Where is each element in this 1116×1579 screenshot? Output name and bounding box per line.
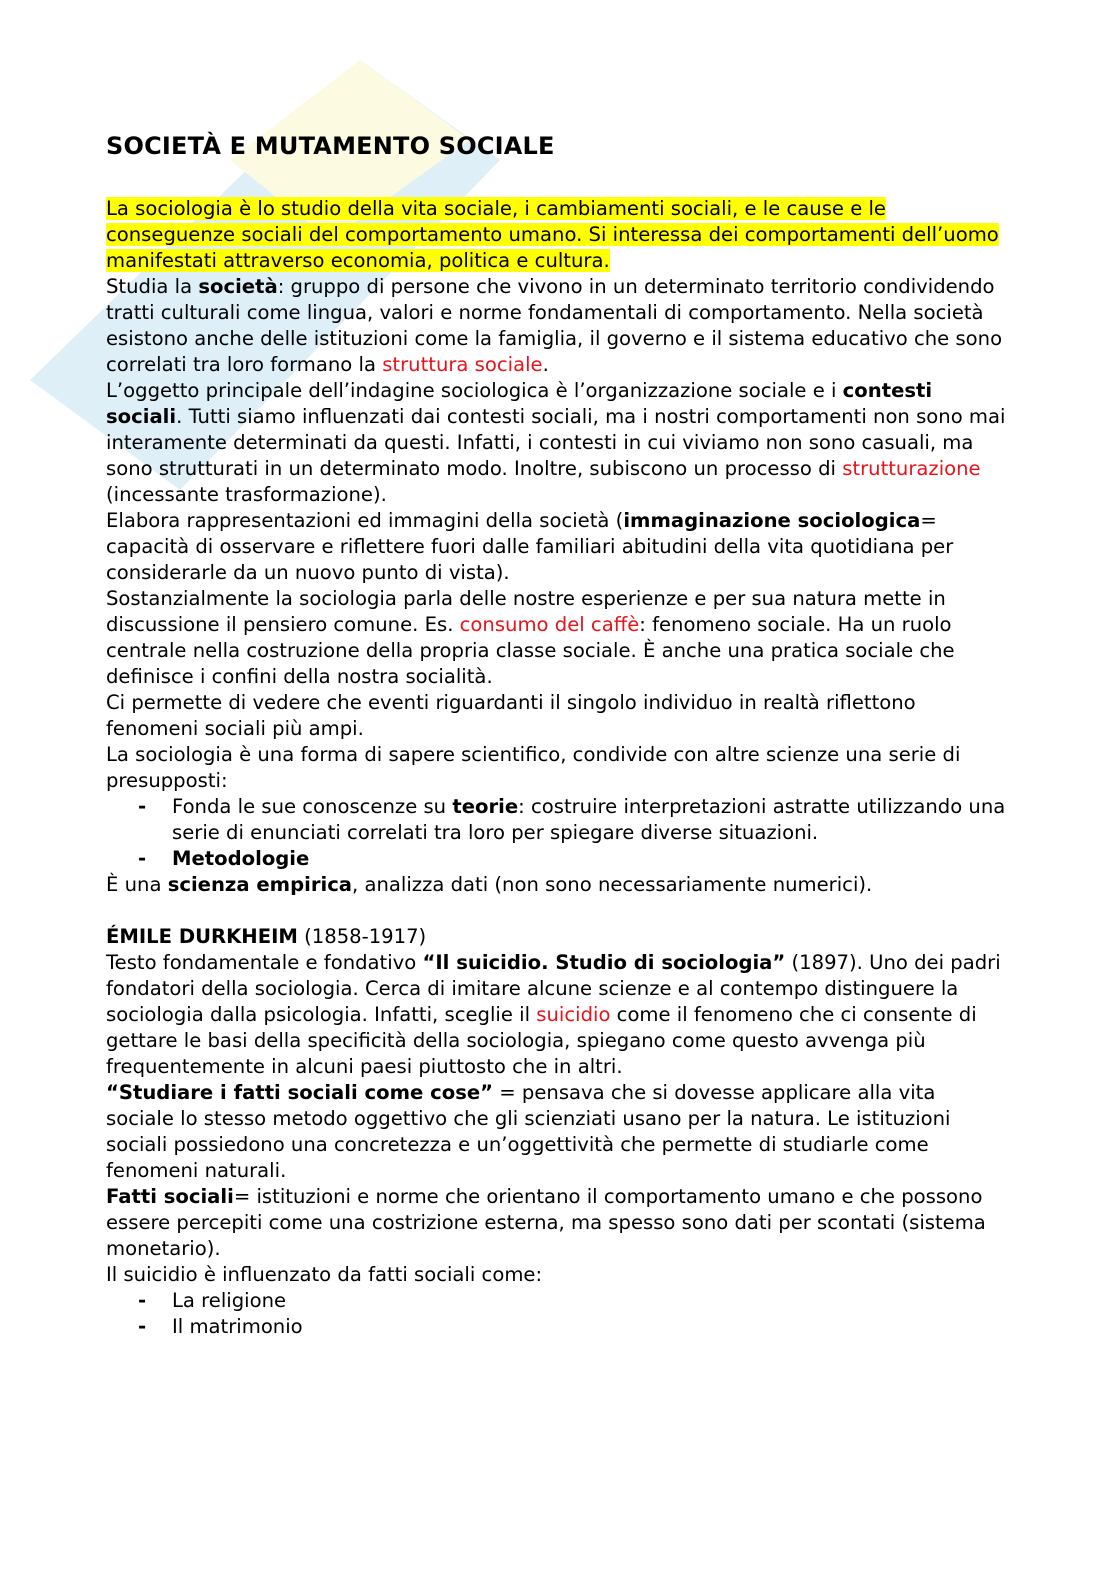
text-run: La sociologia è una forma di sapere scientifico, condivide con altre scienze una serie di presupposti: [106, 743, 961, 792]
text-run: Testo fondamentale e fondativo [106, 951, 423, 974]
paragraph [106, 196, 1006, 274]
text-run: come il fenomeno che ci consente di gettare le basi della specificità della sociologia, spiegano come questo avvenga più frequentemente in alcuni paesi piuttosto che in altri. [106, 1003, 977, 1078]
document-page [106, 128, 1006, 1340]
bold-text: Metodologie [172, 847, 310, 870]
text-run: La religione [172, 1289, 287, 1312]
paragraph [106, 690, 1006, 742]
blank-line [106, 898, 1006, 924]
bold-text: scienza empirica [167, 873, 353, 896]
text-run: : costruire interpretazioni astratte utilizzando una serie di enunciati correlati tra loro per spiegare diverse situazioni. [172, 795, 1006, 844]
text-run: Ci permette di vedere che eventi riguardanti il singolo individuo in realtà riflettono fenomeni sociali più ampi. [106, 691, 916, 740]
bullet-list [106, 794, 1006, 872]
text-run: , analizza dati (non sono necessariamente numerici). [352, 873, 873, 896]
paragraph [106, 872, 1006, 898]
dash-bullet-icon: - [138, 795, 147, 818]
red-keyword: suicidio [536, 1003, 611, 1026]
paragraph [106, 508, 1006, 586]
text-run: : gruppo di persone che vivono in un determinato territorio condividendo tratti culturali come lingua, valori e norme fondamentali di comportamento. Nella società esistono anche delle istituzioni come la famiglia, il governo e il sistema educativo che sono correlati tra loro formano la [106, 275, 1003, 376]
text-run: . [542, 353, 549, 376]
list-item [138, 1314, 1006, 1340]
paragraph [106, 378, 1006, 508]
text-run: Studia la [106, 275, 199, 298]
dash-bullet-icon: - [138, 1315, 147, 1338]
text-run: Elabora rappresentazioni ed immagini della società ( [106, 509, 624, 532]
bold-text: immaginazione sociologica [623, 509, 921, 532]
document-body [106, 196, 1006, 1340]
bold-text: teorie [452, 795, 519, 818]
text-run: È una [106, 873, 168, 896]
bold-text: contesti sociali [106, 379, 933, 428]
text-run: (incessante trasformazione). [106, 483, 387, 506]
bold-text: “Il suicidio. Studio di sociologia” [422, 951, 786, 974]
list-item [138, 794, 1006, 846]
text-run: . Tutti siamo influenzati dai contesti sociali, ma i nostri comportamenti non sono mai interamente determinati da questi. Infatti, i contesti in cui viviamo non sono casuali, ma sono strutturati in un determinato modo. Inoltre, subiscono un processo di [106, 405, 1006, 480]
paragraph [106, 586, 1006, 690]
text-run: = istituzioni e norme che orientano il comportamento umano e che possono essere percepiti come una costrizione esterna, ma spesso sono dati per scontati (sistema monetario). [106, 1185, 986, 1260]
text-run: Il suicidio è influenzato da fatti sociali come: [106, 1263, 543, 1286]
paragraph [106, 924, 1006, 950]
text-run: : fenomeno sociale. Ha un ruolo centrale nella costruzione della propria classe sociale. È anche una pratica sociale che definisce i confini della nostra socialità. [106, 613, 955, 688]
text-run: L’oggetto principale dell’indagine sociologica è l’organizzazione sociale e i [106, 379, 843, 402]
list-item [138, 1288, 1006, 1314]
text-run: Il matrimonio [172, 1315, 303, 1338]
bullet-list [106, 1288, 1006, 1340]
dash-bullet-icon: - [138, 1289, 147, 1312]
paragraph [106, 1262, 1006, 1288]
bold-text: società [198, 275, 278, 298]
text-run: = pensava che si dovesse applicare alla vita sociale lo stesso metodo oggettivo che gli scienziati usano per la natura. Le istituzioni sociali possiedono una concretezza e un’oggettività che permette di studiarle come fenomeni naturali. [106, 1081, 951, 1182]
document-title: SOCIETÀ E MUTAMENTO SOCIALE [106, 132, 555, 160]
text-run: Fonda le sue conoscenze su [172, 795, 453, 818]
text-run: (1858-1917) [297, 925, 427, 948]
paragraph [106, 950, 1006, 1080]
red-keyword: consumo del caffè [459, 613, 640, 636]
bold-text: ÉMILE DURKHEIM [106, 925, 298, 948]
paragraph [106, 1184, 1006, 1262]
bold-text: Fatti sociali [106, 1185, 234, 1208]
highlighted-text: La sociologia è lo studio della vita sociale, i cambiamenti sociali, e le cause e le conseguenze sociali del comportamento umano. Si interessa dei comportamenti dell’uomo manifestati attraverso economia, politica e cultura. [106, 197, 999, 272]
bold-text: “Studiare i fatti sociali come cose” [106, 1081, 494, 1104]
list-item [138, 846, 1006, 872]
text-run: Sostanzialmente la sociologia parla delle nostre esperienze e per sua natura mette in discussione il pensiero comune. Es. [106, 587, 946, 636]
text-run: (1897). Uno dei padri fondatori della sociologia. Cerca di imitare alcune scienze e al contempo distinguere la sociologia dalla psicologia. Infatti, sceglie il [106, 951, 1001, 1026]
paragraph [106, 274, 1006, 378]
paragraph [106, 1080, 1006, 1184]
dash-bullet-icon: - [138, 847, 147, 870]
red-keyword: struttura sociale [382, 353, 543, 376]
paragraph [106, 742, 1006, 794]
red-keyword: strutturazione [842, 457, 981, 480]
text-run: = capacità di osservare e riflettere fuori dalle familiari abitudini della vita quotidiana per considerarle da un nuovo punto di vista). [106, 509, 954, 584]
